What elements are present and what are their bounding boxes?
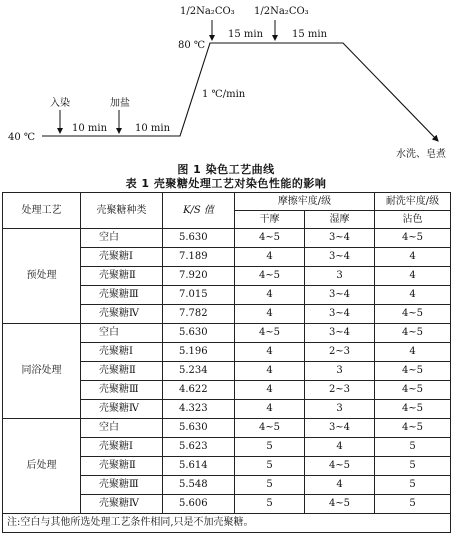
dry-rub-cell: 5 <box>235 495 305 514</box>
kind-cell: 壳聚糖Ⅰ <box>81 438 163 457</box>
wet-rub-cell: 4 <box>305 476 375 495</box>
wash-staining-cell: 4~5 <box>375 362 451 381</box>
wet-rub-cell: 3 <box>305 362 375 381</box>
kind-cell: 壳聚糖Ⅰ <box>81 248 163 267</box>
ks-cell: 5.606 <box>163 495 235 514</box>
header-wet-rub: 湿摩 <box>305 211 375 229</box>
wash-staining-cell: 4~5 <box>375 381 451 400</box>
hold1-label: 10 min <box>72 123 108 134</box>
wet-rub-cell: 3 <box>305 400 375 419</box>
wash-staining-cell: 4~5 <box>375 419 451 438</box>
dry-rub-cell: 4 <box>235 381 305 400</box>
header-rub-fastness: 摩擦牢度/级 <box>235 193 375 211</box>
table-row <box>3 324 451 343</box>
results-table <box>2 192 451 533</box>
wet-rub-cell: 4~5 <box>305 495 375 514</box>
kind-cell: 空白 <box>81 324 163 343</box>
dry-rub-cell: 4~5 <box>235 419 305 438</box>
end-step-label: 水洗、皂煮 <box>396 149 446 160</box>
ks-cell: 7.782 <box>163 305 235 324</box>
ks-cell: 5.630 <box>163 229 235 248</box>
table-row <box>3 419 451 438</box>
kind-cell: 壳聚糖Ⅱ <box>81 267 163 286</box>
dry-rub-cell: 4~5 <box>235 229 305 248</box>
figure-caption: 图 1 染色工艺曲线 <box>177 163 275 176</box>
wet-rub-cell: 2~3 <box>305 381 375 400</box>
kind-cell: 壳聚糖Ⅲ <box>81 286 163 305</box>
dyeing-process-curve <box>0 0 452 160</box>
hold3-label: 15 min <box>228 29 264 40</box>
wash-staining-cell: 4 <box>375 267 451 286</box>
dry-rub-cell: 4 <box>235 400 305 419</box>
ks-cell: 4.323 <box>163 400 235 419</box>
table-caption: 表 1 壳聚糖处理工艺对染色性能的影响 <box>125 177 327 190</box>
wash-staining-cell: 5 <box>375 476 451 495</box>
wash-staining-cell: 4~5 <box>375 324 451 343</box>
ks-cell: 4.622 <box>163 381 235 400</box>
start-temp-label: 40 ℃ <box>8 132 36 143</box>
hold4-label: 15 min <box>292 29 328 40</box>
soda2-label: 1/2Na₂CO₃ <box>254 6 309 17</box>
ks-cell: 5.234 <box>163 362 235 381</box>
table-row <box>3 229 451 248</box>
wet-rub-cell: 3~4 <box>305 248 375 267</box>
dry-rub-cell: 4 <box>235 286 305 305</box>
wash-staining-cell: 4 <box>375 343 451 362</box>
wet-rub-cell: 4 <box>305 438 375 457</box>
process-cell: 同浴处理 <box>3 324 81 419</box>
hold2-label: 10 min <box>135 123 171 134</box>
wash-staining-cell: 4 <box>375 248 451 267</box>
wet-rub-cell: 4~5 <box>305 457 375 476</box>
header-process: 处理工艺 <box>3 193 81 229</box>
dry-rub-cell: 5 <box>235 438 305 457</box>
wet-rub-cell: 2~3 <box>305 343 375 362</box>
dry-rub-cell: 4 <box>235 248 305 267</box>
dry-rub-cell: 4 <box>235 305 305 324</box>
wash-staining-cell: 4~5 <box>375 305 451 324</box>
ks-cell: 5.623 <box>163 438 235 457</box>
kind-cell: 壳聚糖Ⅲ <box>81 476 163 495</box>
rate-label: 1 ℃/min <box>202 89 246 100</box>
process-cell: 后处理 <box>3 419 81 514</box>
dry-rub-cell: 5 <box>235 476 305 495</box>
wet-rub-cell: 3~4 <box>305 229 375 248</box>
wash-staining-cell: 4~5 <box>375 400 451 419</box>
kind-cell: 壳聚糖Ⅲ <box>81 381 163 400</box>
header-kind: 壳聚糖种类 <box>81 193 163 229</box>
ks-cell: 7.189 <box>163 248 235 267</box>
top-temp-label: 80 ℃ <box>178 40 206 51</box>
soda1-label: 1/2Na₂CO₃ <box>180 6 235 17</box>
dry-rub-cell: 4 <box>235 343 305 362</box>
process-cell: 预处理 <box>3 229 81 324</box>
add-salt-label: 加盐 <box>110 98 130 109</box>
kind-cell: 空白 <box>81 229 163 248</box>
dry-rub-cell: 4~5 <box>235 324 305 343</box>
header-dry-rub: 干摩 <box>235 211 305 229</box>
dry-rub-cell: 5 <box>235 457 305 476</box>
header-staining: 沾色 <box>375 211 451 229</box>
dye-start-label: 入染 <box>50 98 70 109</box>
kind-cell: 壳聚糖Ⅳ <box>81 400 163 419</box>
wash-staining-cell: 4~5 <box>375 229 451 248</box>
results-table-body <box>3 229 451 514</box>
dry-rub-cell: 4 <box>235 362 305 381</box>
ks-cell: 7.015 <box>163 286 235 305</box>
wash-staining-cell: 4 <box>375 286 451 305</box>
wet-rub-cell: 3~4 <box>305 305 375 324</box>
ks-cell: 5.614 <box>163 457 235 476</box>
dry-rub-cell: 4~5 <box>235 267 305 286</box>
wet-rub-cell: 3~4 <box>305 286 375 305</box>
ks-cell: 7.920 <box>163 267 235 286</box>
wash-staining-cell: 5 <box>375 495 451 514</box>
wash-staining-cell: 5 <box>375 438 451 457</box>
wet-rub-cell: 3~4 <box>305 419 375 438</box>
wash-staining-cell: 5 <box>375 457 451 476</box>
kind-cell: 壳聚糖Ⅰ <box>81 343 163 362</box>
header-ks: K/S 值 <box>163 193 235 229</box>
kind-cell: 壳聚糖Ⅱ <box>81 457 163 476</box>
header-wash-fastness: 耐洗牢度/级 <box>375 193 451 211</box>
kind-cell: 壳聚糖Ⅳ <box>81 495 163 514</box>
wet-rub-cell: 3 <box>305 267 375 286</box>
kind-cell: 壳聚糖Ⅳ <box>81 305 163 324</box>
kind-cell: 壳聚糖Ⅱ <box>81 362 163 381</box>
ks-cell: 5.630 <box>163 324 235 343</box>
ks-cell: 5.196 <box>163 343 235 362</box>
ks-cell: 5.630 <box>163 419 235 438</box>
ks-cell: 5.548 <box>163 476 235 495</box>
kind-cell: 空白 <box>81 419 163 438</box>
table-note: 注:空白与其他所选处理工艺条件相同,只是不加壳聚糖。 <box>3 514 451 533</box>
wet-rub-cell: 3~4 <box>305 324 375 343</box>
